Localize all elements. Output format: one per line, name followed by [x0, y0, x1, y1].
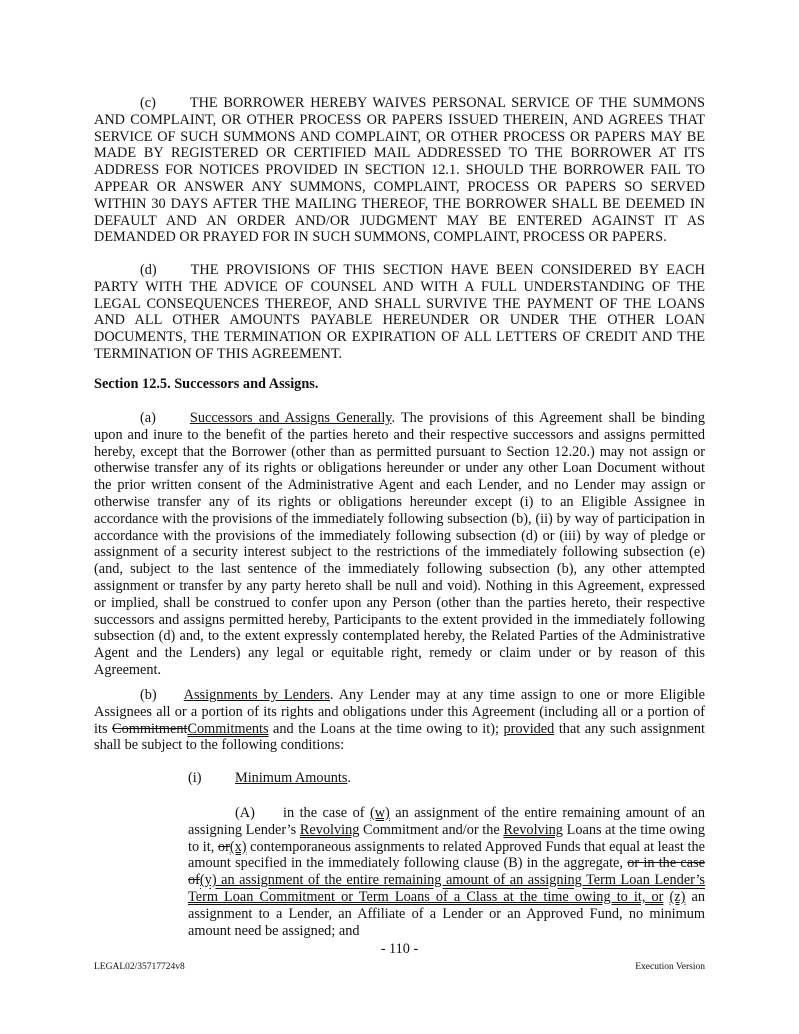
paragraph-d-text: THE PROVISIONS OF THIS SECTION HAVE BEEN CONSIDERED BY EACH PARTY WITH THE ADVICE OF COUNSEL AND WITH A FULL UNDERSTANDING OF THE LEGAL CONSEQUENCES THEREOF, AND SHALL SURVIVE THE PAYMENT OF THE LOANS AND ALL OTHER AMOUNTS PAYABLE HEREUNDER OR UNDER THE OTHER LOAN DOCUMENTS, THE TERMINATION OR EXPIRATION OF ALL LETTERS OF CREDIT AND THE TERMINATION OF THIS AGREEMENT.: [94, 262, 705, 362]
inserted-x: (x): [229, 838, 247, 855]
inserted-commitments: Commitments: [187, 720, 269, 737]
deleted-in-the-case-of: or in the case of: [188, 855, 705, 889]
paragraph-b-title: Assignments by Lenders: [183, 687, 330, 703]
footer-version: Execution Version: [635, 962, 705, 972]
provided-term: provided: [503, 720, 555, 737]
paragraph-c-label: (c): [140, 95, 156, 111]
paragraph-c-text: THE BORROWER HEREBY WAIVES PERSONAL SERVICE OF THE SUMMONS AND COMPLAINT, OR OTHER PROCESS OR PAPERS ISSUED THEREIN, AND AGREES THAT SERVICE OF SUCH SUMMONS AND COMPLAINT, OR OTHER PROCESS OR PAPERS MAY BE MADE BY REGISTERED OR CERTIFIED MAIL ADDRESSED TO THE BORROWER AT ITS ADDRESS FOR NOTICES PROVIDED IN SECTION 12.1. SHOULD THE BORROWER FAIL TO APPEAR OR ANSWER ANY SUMMONS, COMPLAINT, PROCESS OR PAPERS SO SERVED WITHIN 30 DAYS AFTER THE MAILING THEREOF, THE BORROWER SHALL BE DEEMED IN DEFAULT AND AN ORDER AND/OR JUDGMENT MAY BE ENTERED AGAINST IT AS DEMANDED OR PRAYED FOR IN SUCH SUMMONS, COMPLAINT, PROCESS OR PAPERS.: [94, 95, 705, 246]
subsection-i-label: (i): [188, 770, 202, 786]
paragraph-b-text-2: and the Loans at the time owing to it);: [268, 720, 504, 737]
section-heading: Section 12.5. Successors and Assigns.: [94, 376, 319, 392]
subsection-i: [188, 770, 351, 787]
deleted-commitment: Commitment: [112, 720, 188, 737]
paragraph-a-label: (a): [140, 410, 156, 426]
paragraph-b: [94, 687, 705, 754]
subsection-A-label: (A): [235, 805, 255, 821]
subsection-i-period: .: [347, 770, 351, 786]
subsection-A: [188, 805, 705, 939]
paragraph-c: [94, 95, 705, 246]
paragraph-a-title: Successors and Assigns Generally: [189, 410, 392, 426]
footer-document-id: LEGAL02/35717724v8: [94, 962, 185, 972]
subsection-A-text-5: contemporaneous assignments to related Approved Funds that equal at least the amount specified in the immediately following clause (B) in the aggregate,: [188, 838, 705, 872]
paragraph-d-label: (d): [140, 262, 157, 278]
inserted-w: (w): [369, 805, 390, 821]
inserted-revolving-2: Revolving: [503, 821, 563, 838]
inserted-z: (z): [669, 888, 686, 905]
page-number: - 110 -: [380, 941, 419, 957]
paragraph-a-text: . The provisions of this Agreement shall be binding upon and inure to the benefit of the parties hereto and their respective successors and assigns permitted hereby, except that the Borrower (other than as permitted pursuant to Section 12.20.) may not assign or otherwise transfer any of its rights or obligations hereunder or under any other Loan Document without the prior written consent of the Administrative Agent and each Lender, and no Lender may assign or otherwise transfer any of its rights or obligations hereunder except (i) to an Eligible Assignee in accordance with the provisions of the immediately following subsection (b), (ii) by way of participation in accordance with the provisions of the immediately following subsection (d) or (iii) by way of pledge or assignment of a security interest subject to the restrictions of the immediately following subsection (e) (and, subject to the last sentence of the immediately following subsection (b), any other attempted assignment or transfer by any party hereto shall be null and void). Nothing in this Agreement, expressed or implied, shall be construed to confer upon any Person (other than the parties hereto, their respective successors and assigns permitted hereby, Participants to the extent provided in the immediately following subsection (d) and, to the extent expressly contemplated hereby, the Related Parties of the Administrative Agent and the Lenders) any legal or equitable right, remedy or claim under or by reason of this Agreement.: [94, 410, 705, 678]
inserted-y-clause: (y) an assignment of the entire remaining amount of an assigning Term Loan Lender’s Term Loan Commitment or Term Loans of a Class at the time owing to it, or: [188, 872, 705, 905]
paragraph-b-text-3: that any such assignment shall be subject to the following conditions:: [94, 720, 705, 754]
paragraph-d: [94, 262, 705, 363]
paragraph-a: [94, 410, 705, 679]
subsection-A-text-4: Loans at the time owing to it,: [188, 821, 706, 855]
inserted-revolving-1: Revolving: [299, 821, 360, 838]
subsection-A-text-2: an assignment of the entire remaining amount of an assigning Lender’s: [188, 805, 705, 838]
subsection-A-text-7: an assignment to a Lender, an Affiliate of a Lender or an Approved Fund, no minimum amount need be assigned; and: [188, 888, 705, 939]
paragraph-b-text-1: . Any Lender may at any time assign to one or more Eligible Assignees all or a portion of its rights and obligations under this Agreement (including all or a portion of its: [94, 687, 705, 737]
paragraph-b-label: (b): [140, 687, 157, 703]
subsection-i-title: Minimum Amounts: [235, 770, 348, 786]
subsection-A-text-1: in the case of: [283, 805, 370, 821]
subsection-A-text-3: Commitment and/or the: [359, 821, 504, 838]
deleted-or: or: [217, 838, 230, 855]
